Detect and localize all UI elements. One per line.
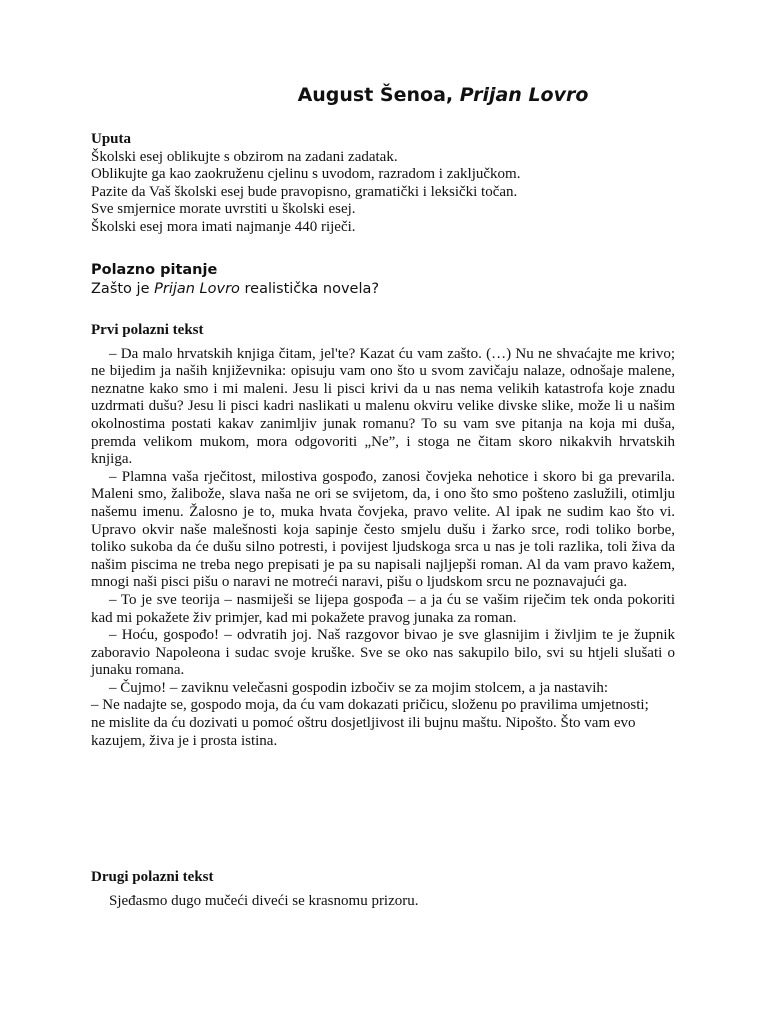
- question-work-title: Prijan Lovro: [154, 281, 240, 297]
- instructions-section: [91, 131, 675, 237]
- instruction-line: Sve smjernice morate uvrstiti u školski esej.: [91, 201, 356, 218]
- instruction-line: Oblikujte ga kao zaokruženu cjelinu s uvodom, razradom i zaključkom.: [91, 166, 521, 183]
- starting-question-text: [91, 280, 675, 299]
- document-title: [0, 84, 768, 106]
- source-paragraph: – Plamna vaša rječitost, milostiva gospođo, zanosi čovjeka nehotice i skoro bi ga prevarila. Maleni smo, žalibože, slava naša ne ori se svijetom, da, i ono što smo pošteno zaslužili, otimlju našemu imenu. Žalosno je to, muka hvata čovjeka, pravo velite. Al ipak ne sudim kao što vi. Upravo okvir naše malešnosti koja sapinje često smjelu dušu i žarko srce, rodi toliko borbe, toliko sukoba da će dušu silno potresti, i povijest ljudskoga srca u nas je toli razlika, toli živa da našim piscima ne treba nego prepisati je pa su napisali najljepši roman. Al da vam pravo kažem, mnogi naši pisci pišu o naravi ne motreći naravi, pišu o ljudskom srcu ne poznavajući ga.: [91, 468, 675, 591]
- source-final-line: kazujem, živa je i prosta istina.: [91, 732, 278, 749]
- starting-question-section: [91, 260, 675, 299]
- instruction-line: Školski esej oblikujte s obzirom na zadani zadatak.: [91, 148, 398, 165]
- source-final-line: ne mislite da ću dozivati u pomoć oštru dosjetljivost ili bujnu maštu. Nipošto. Što vam evo: [91, 715, 636, 732]
- starting-question-heading: Polazno pitanje: [91, 262, 218, 278]
- title-work: Prijan Lovro: [459, 84, 589, 106]
- second-source-text-section: [91, 869, 675, 910]
- second-source-heading: Drugi polazni tekst: [91, 869, 214, 885]
- question-prefix: Zašto je: [91, 281, 155, 297]
- instruction-line: Školski esej mora imati najmanje 440 riječi.: [91, 218, 356, 235]
- title-author: August Šenoa,: [297, 84, 454, 106]
- instructions-heading: Uputa: [91, 131, 132, 147]
- source-paragraph: – Da malo hrvatskih knjiga čitam, jel'te? Kazat ću vam zašto. (…) Nu ne shvaćajte me krivo; ne bijedim ja naših književnika: opisuju vam ono što u svom zavičaju nalaze, odnošaje malene, neznatne kako smo i mi maleni. Jesu li pisci krivi da u nas nema velikih katastrofa koje znadu uzdrmati dušu? Jesu li pisci kadri naslikati u malenu okviru velike divske slike, može li u našim okolnostima postati kakav zanimljiv junak romanu? To su vam sve pitanja na koja mi duša, premda velikom mukom, mora odgovoriti „Ne”, i stoga ne čitam skoro nikakvih hrvatskih knjiga.: [91, 345, 675, 468]
- source-paragraph: Sjeđasmo dugo mučeći diveći se krasnomu prizoru.: [109, 892, 419, 909]
- question-suffix: realistička novela?: [239, 281, 380, 297]
- instruction-line: Pazite da Vaš školski esej bude pravopisno, gramatički i leksički točan.: [91, 183, 518, 200]
- source-paragraph: – Hoću, gospođo! – odvratih joj. Naš razgovor bivao je sve glasnijim i življim te je župnik zaboravio Napoleona i sudac svoje kruške. Sve se oko nas sakupilo bilo, svi su htjeli slušati o junaku romana.: [91, 627, 675, 679]
- source-paragraph: – To je sve teorija – nasmiješi se lijepa gospođa – a ja ću se vašim riječim tek onda pokoriti kad mi pokažete živ primjer, kad mi pokažete pravog junaka za roman.: [91, 591, 675, 626]
- source-paragraph: – Čujmo! – zaviknu velečasni gospodin izbočiv se za mojim stolcem, a ja nastavih:: [109, 679, 609, 696]
- first-source-text-section: [91, 322, 675, 750]
- source-final-line: – Ne nadajte se, gospodo moja, da ću vam dokazati pričicu, složenu po pravilima umjetnosti;: [91, 697, 649, 714]
- first-source-heading: Prvi polazni tekst: [91, 322, 204, 338]
